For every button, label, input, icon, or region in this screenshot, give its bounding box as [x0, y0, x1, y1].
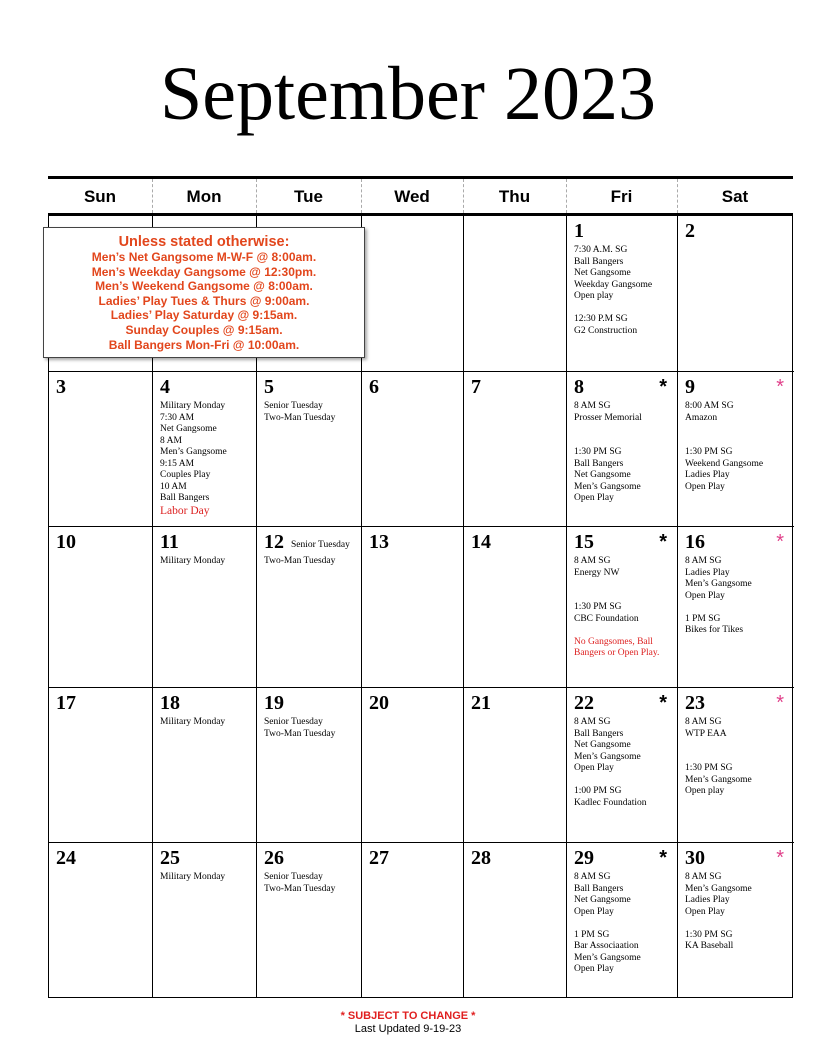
event-line: 1:00 PM SG — [574, 786, 622, 796]
event-line: 8 AM SG — [574, 717, 611, 727]
event-note-red: No Gangsomes, Ball — [574, 636, 653, 647]
event-line: 8 AM SG — [685, 717, 722, 727]
day-number: 23 — [685, 692, 705, 714]
event-line: Men’s Gangsome — [160, 447, 227, 457]
day-number: 15 — [574, 531, 594, 553]
header-divider — [463, 179, 464, 213]
day-cell — [678, 527, 794, 688]
default-schedule-notice — [43, 227, 365, 358]
day-number: 27 — [369, 847, 389, 869]
day-cell — [257, 688, 362, 843]
day-cell — [153, 843, 257, 998]
day-cell — [362, 688, 464, 843]
event-line: 8 AM — [160, 435, 182, 446]
day-cell — [567, 527, 678, 688]
day-event-inline: Senior Tuesday — [291, 540, 350, 550]
day-number: 6 — [369, 376, 379, 398]
day-cell — [153, 688, 257, 843]
day-number: 26 — [264, 847, 284, 869]
day-cell — [153, 372, 257, 527]
event-line: Military Monday — [160, 401, 226, 411]
event-line: Open Play — [685, 481, 725, 492]
notice-line: Ladies’ Play Saturday @ 9:15am. — [110, 308, 298, 323]
event-line: Two-Man Tuesday — [264, 883, 336, 894]
event-note-red: Bangers or Open Play. — [574, 648, 660, 658]
day-number: 12 — [264, 531, 284, 553]
event-line: Ball Bangers — [574, 883, 624, 894]
event-line: 8 AM SG — [574, 556, 611, 566]
event-line: 8 AM SG — [574, 401, 611, 411]
event-line: 7:30 AM — [160, 412, 195, 423]
event-list — [685, 717, 791, 798]
day-number: 13 — [369, 531, 389, 553]
event-spacer — [685, 740, 791, 752]
event-list — [574, 717, 674, 809]
notice-line: Men’s Net Gangsome M-W-F @ 8:00am. — [91, 250, 317, 264]
day-number: 30 — [685, 847, 705, 869]
event-line: Open Play — [574, 964, 614, 974]
day-cell — [464, 688, 567, 843]
day-cell — [153, 527, 257, 688]
notice-heading: Unless stated otherwise: — [118, 234, 290, 250]
event-list — [264, 717, 358, 740]
weekday-sun: Sun — [83, 187, 117, 206]
event-line: 8:00 AM SG — [685, 401, 734, 411]
event-line: Weekend Gangsome — [685, 458, 764, 469]
event-line: Bar Associaation — [574, 941, 639, 951]
header-divider — [152, 179, 153, 213]
event-line: WTP EAA — [685, 728, 727, 739]
day-cell — [49, 688, 153, 843]
header-divider — [361, 179, 362, 213]
event-line: Men’s Gangsome — [685, 883, 752, 894]
event-line: Two-Man Tuesday — [264, 556, 336, 566]
event-list — [574, 401, 674, 505]
event-list — [264, 872, 358, 895]
day-cell — [567, 843, 678, 998]
day-number: 29 — [574, 847, 594, 869]
day-cell — [362, 527, 464, 688]
day-number: 20 — [369, 692, 389, 714]
day-cell — [678, 688, 794, 843]
event-line: 1 PM SG — [574, 929, 610, 940]
event-line: Open play — [574, 291, 614, 301]
day-cell — [257, 843, 362, 998]
subject-to-change-note: * SUBJECT TO CHANGE * — [340, 1010, 476, 1022]
event-line: Prosser Memorial — [574, 412, 642, 423]
day-number: 25 — [160, 847, 180, 869]
notice-line: Sunday Couples @ 9:15am. — [125, 322, 283, 337]
day-number: 11 — [160, 531, 179, 553]
event-line: 12:30 P.M SG — [574, 314, 628, 324]
notice-line: Men’s Weekend Gangsome @ 8:00am. — [95, 279, 313, 294]
weekday-fri: Fri — [610, 187, 633, 206]
event-line: 9:15 AM — [160, 458, 195, 469]
special-event-marker: * — [659, 531, 667, 553]
day-cell — [464, 843, 567, 998]
calendar-title: September 2023 — [159, 52, 656, 136]
event-list — [685, 401, 791, 493]
event-line: Energy NW — [574, 567, 620, 578]
day-cell — [49, 843, 153, 998]
day-cell — [257, 372, 362, 527]
day-cell — [678, 843, 794, 998]
day-cell — [362, 372, 464, 527]
event-line: Ball Bangers — [574, 256, 624, 267]
event-spacer — [574, 591, 674, 603]
day-cell — [49, 372, 153, 527]
footer — [0, 1010, 816, 1035]
day-number: 3 — [56, 376, 66, 398]
event-list — [264, 401, 358, 424]
event-line: Men’s Gangsome — [685, 579, 752, 589]
event-line: Military Monday — [160, 556, 226, 566]
event-line: 1:30 PM SG — [574, 447, 622, 457]
event-line: Net Gangsome — [574, 740, 631, 750]
event-line: Senior Tuesday — [264, 717, 323, 727]
weekday-sat: Sat — [721, 187, 749, 206]
weekday-mon: Mon — [186, 187, 222, 206]
event-line: Two-Man Tuesday — [264, 412, 336, 423]
day-cell — [362, 216, 464, 372]
event-line: Kadlec Foundation — [574, 797, 647, 808]
special-event-marker: * — [659, 376, 667, 398]
day-number: 24 — [56, 847, 76, 869]
event-line: 10 AM — [160, 481, 187, 492]
event-line: 1:30 PM SG — [685, 447, 733, 457]
event-line: Men’s Gangsome — [574, 481, 641, 492]
weekday-wed: Wed — [394, 187, 430, 206]
notice-line: Men’s Weekday Gangsome @ 12:30pm. — [91, 264, 317, 279]
event-list — [574, 872, 674, 976]
event-line: 8 AM SG — [685, 556, 722, 566]
event-line: Open Play — [685, 906, 725, 917]
event-line: Amazon — [685, 412, 718, 423]
event-line: Ladies Play — [685, 567, 730, 578]
day-cell — [464, 527, 567, 688]
day-number: 18 — [160, 692, 180, 714]
event-line: G2 Construction — [574, 325, 638, 336]
event-line: Bikes for Tikes — [685, 625, 744, 635]
event-line: Weekday Gangsome — [574, 279, 653, 290]
event-spacer — [685, 602, 791, 614]
event-line: CBC Foundation — [574, 613, 639, 624]
event-spacer — [685, 436, 791, 448]
special-event-marker: * — [776, 531, 784, 553]
event-spacer — [685, 918, 791, 930]
day-number: 17 — [56, 692, 76, 714]
event-line: Ladies Play — [685, 895, 730, 905]
event-line: Open play — [685, 786, 725, 796]
weekday-tue: Tue — [294, 187, 323, 206]
special-event-marker: * — [776, 376, 784, 398]
event-spacer — [574, 625, 674, 637]
day-number: 9 — [685, 376, 695, 398]
event-line: Net Gangsome — [574, 268, 631, 278]
event-list — [685, 556, 791, 637]
day-number: 2 — [685, 220, 695, 242]
event-line: Ball Bangers — [574, 458, 624, 469]
weekday-thu: Thu — [498, 187, 531, 206]
event-spacer — [685, 424, 791, 436]
event-line: Men’s Gangsome — [574, 952, 641, 963]
event-line: Net Gangsome — [160, 424, 217, 434]
event-line: Men’s Gangsome — [574, 751, 641, 762]
event-list — [264, 556, 358, 568]
special-event-marker: * — [776, 847, 784, 869]
event-line: Military Monday — [160, 872, 226, 882]
day-cell — [257, 527, 362, 688]
event-line: 1:30 PM SG — [574, 602, 622, 612]
special-event-marker: * — [659, 692, 667, 714]
day-cell — [49, 527, 153, 688]
event-line: Senior Tuesday — [264, 872, 323, 882]
event-spacer — [574, 424, 674, 436]
day-number: 14 — [471, 531, 491, 553]
event-line: Net Gangsome — [574, 895, 631, 905]
day-cell — [464, 372, 567, 527]
day-cell — [567, 216, 678, 372]
event-line: Couples Play — [160, 470, 211, 480]
day-number: 4 — [160, 376, 170, 398]
event-list — [574, 556, 674, 660]
day-cell — [567, 372, 678, 527]
event-list — [160, 556, 253, 568]
day-cell — [678, 372, 794, 527]
header-divider — [256, 179, 257, 213]
day-number: 28 — [471, 847, 491, 869]
event-line: Open Play — [574, 493, 614, 503]
event-line: 1:30 PM SG — [685, 929, 733, 940]
event-line: Two-Man Tuesday — [264, 728, 336, 739]
header-divider — [566, 179, 567, 213]
event-line: Ladies Play — [685, 470, 730, 480]
weekday-header — [48, 176, 793, 216]
event-line: Senior Tuesday — [264, 401, 323, 411]
event-line: 8 AM SG — [685, 872, 722, 882]
day-number: 10 — [56, 531, 76, 553]
event-spacer — [685, 752, 791, 764]
event-spacer — [574, 579, 674, 591]
event-line: Military Monday — [160, 717, 226, 727]
day-number: 8 — [574, 376, 584, 398]
day-cell — [678, 216, 794, 372]
event-line: 7:30 A.M. SG — [574, 245, 628, 255]
notice-line: Ladies’ Play Tues & Thurs @ 9:00am. — [98, 293, 310, 308]
day-number: 16 — [685, 531, 705, 553]
day-cell — [567, 688, 678, 843]
event-line: Open Play — [574, 906, 614, 917]
event-note-red: Labor Day — [160, 504, 210, 517]
day-cell — [362, 843, 464, 998]
event-line: KA Baseball — [685, 941, 734, 951]
special-event-marker: * — [776, 692, 784, 714]
day-number: 1 — [574, 220, 584, 242]
day-cell — [464, 216, 567, 372]
event-line: Net Gangsome — [574, 470, 631, 480]
notice-lines — [44, 250, 364, 352]
event-line: Ball Bangers — [574, 728, 624, 739]
event-line: 1:30 PM SG — [685, 763, 733, 773]
day-number: 7 — [471, 376, 481, 398]
event-list — [160, 401, 253, 518]
event-list — [574, 245, 674, 337]
event-list — [160, 717, 253, 729]
event-spacer — [574, 436, 674, 448]
special-event-marker: * — [659, 847, 667, 869]
event-spacer — [574, 775, 674, 787]
day-number: 5 — [264, 376, 274, 398]
event-line: Open Play — [685, 590, 725, 601]
event-line: 1 PM SG — [685, 613, 721, 624]
event-spacer — [574, 918, 674, 930]
day-number: 22 — [574, 692, 594, 714]
day-number: 19 — [264, 692, 284, 714]
event-list — [685, 872, 791, 953]
event-spacer — [574, 303, 674, 315]
event-line: Ball Bangers — [160, 493, 210, 503]
event-line: 8 AM SG — [574, 872, 611, 882]
last-updated: Last Updated 9-19-23 — [354, 1022, 462, 1035]
day-number: 21 — [471, 692, 491, 714]
event-list — [160, 872, 253, 884]
event-line: Open Play — [574, 763, 614, 773]
notice-line: Ball Bangers Mon-Fri @ 10:00am. — [108, 337, 300, 352]
event-line: Men’s Gangsome — [685, 774, 752, 785]
header-divider — [677, 179, 678, 213]
